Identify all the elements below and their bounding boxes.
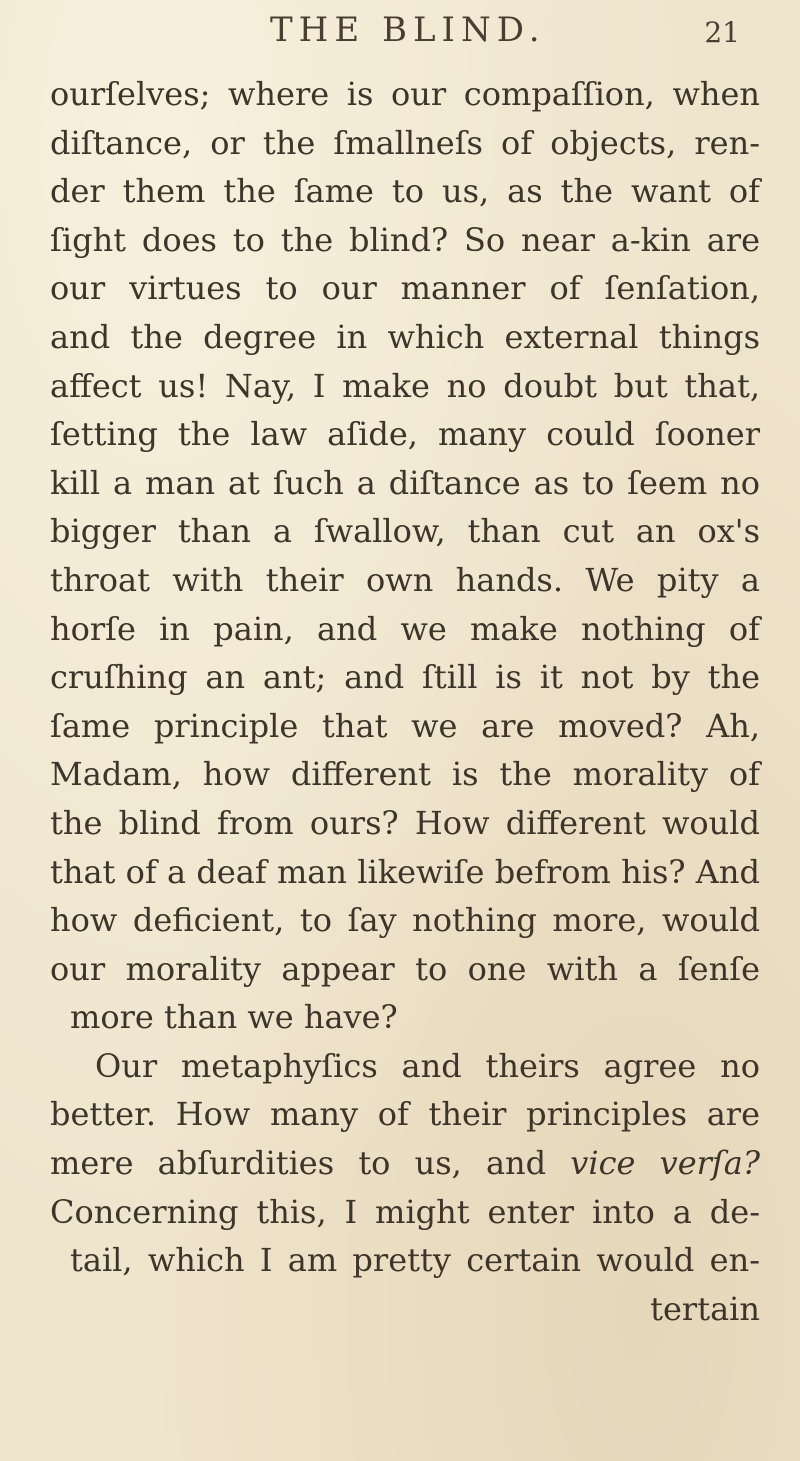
paragraph-start-line: Our metaphyſics and theirs agree no: [95, 1046, 760, 1085]
body-text: [50, 70, 760, 1333]
text-line: kill a man at ſuch a diſtance as to ſeem no: [50, 463, 760, 502]
text-line: ſetting the law aſide, many could ſooner: [50, 415, 760, 454]
text-line: how deficient, to ſay nothing more, would: [50, 901, 760, 940]
text-line: der them the ſame to us, as the want of: [50, 172, 760, 211]
text-line: Madam, how different is the morality of: [50, 755, 760, 794]
text-line: the blind from ours? How different would: [50, 803, 760, 842]
text-line: and the degree in which external things: [50, 317, 760, 356]
text-line: affect us! Nay, I make no doubt but that,: [50, 366, 760, 405]
running-head: [270, 10, 740, 58]
page-number: 21: [704, 16, 740, 49]
text-line: bigger than a ſwallow, than cut an ox's: [50, 512, 760, 551]
text-line: ſame principle that we are moved? Ah,: [50, 706, 760, 745]
text-line: ſight does to the blind? So near a-kin are: [50, 220, 760, 259]
text-line: our virtues to our manner of ſenſation,: [50, 269, 760, 308]
text-line: cruſhing an ant; and ſtill is it not by the: [50, 658, 760, 697]
text-line: [50, 1139, 760, 1188]
text-line: horſe in pain, and we make nothing of: [50, 609, 760, 648]
text-line: diſtance, or the ſmallneſs of objects, ren-: [50, 123, 760, 162]
text-line: that of a deaf man likewiſe befrom his? And: [50, 852, 760, 891]
text-line: our morality appear to one with a ſenſe: [50, 949, 760, 988]
text-line: more than we have?: [70, 998, 398, 1037]
italic-phrase: vice verſa?: [570, 1144, 760, 1183]
text-line: throat with their own hands. We pity a: [50, 560, 760, 599]
text-segment: mere abſurdities to us, and: [50, 1144, 547, 1183]
text-line: Concerning this, I might enter into a de-: [50, 1192, 760, 1231]
text-line: better. How many of their principles are: [50, 1095, 760, 1134]
text-line: tail, which I am pretty certain would en-: [70, 1241, 760, 1280]
text-line: ourſelves; where is our compaſſion, when: [50, 75, 760, 113]
running-title: THE BLIND.: [270, 10, 546, 50]
catchword: tertain: [650, 1289, 760, 1328]
